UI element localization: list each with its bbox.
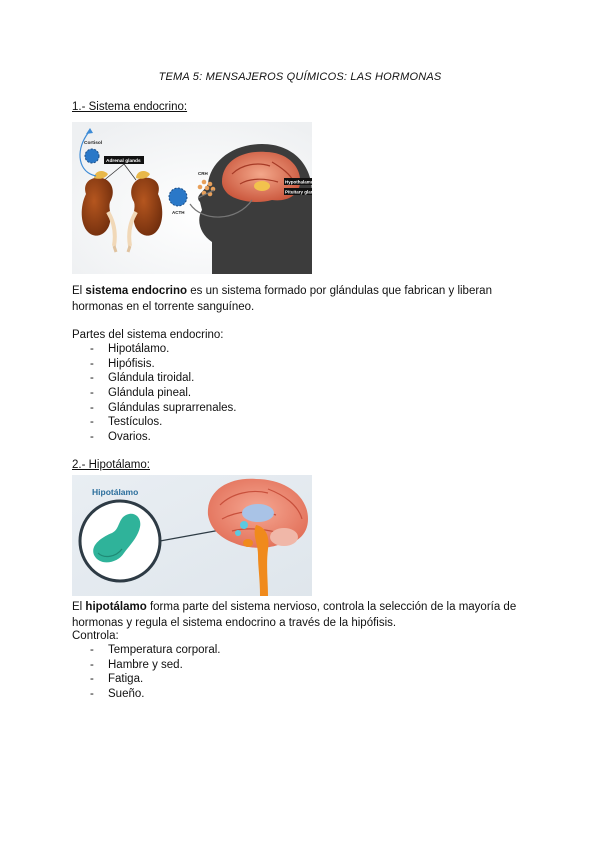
list-item: - Temperatura corporal. [72, 643, 221, 658]
parts-label: Partes del sistema endocrino: [72, 329, 224, 341]
page-title: TEMA 5: MENSAJEROS QUÍMICOS: LAS HORMONAS [158, 71, 442, 83]
hypothalamus-label: Hypothalamus [285, 179, 317, 185]
left-kidney [82, 178, 113, 236]
list-item: - Sueño. [72, 687, 221, 702]
endocrine-system-figure [72, 122, 317, 274]
list-item: - Hipotálamo. [72, 342, 237, 357]
right-kidney [131, 178, 162, 236]
controls-label: Controla: [72, 630, 119, 642]
list-item: - Glándula tiroidal. [72, 371, 237, 386]
hypothalamus-figure-label: Hipotálamo [92, 487, 139, 497]
hypothalamus-figure [72, 475, 312, 596]
crh-label: CRH [198, 171, 208, 176]
acth-label: ACTH [172, 210, 185, 215]
list-item: - Testículos. [72, 415, 237, 430]
section-2-intro: El hipotálamo forma parte del sistema nervioso, controla la selección de la mayoría de hormonas y regula el sistema endocrino a través de la hipófisis. [72, 601, 517, 629]
endocrine-system-term: sistema endocrino [85, 285, 188, 297]
adrenal-label: Adrenal glands [106, 159, 141, 164]
endocrine-parts-list [72, 342, 237, 445]
pituitary-label: Pituitary gland [285, 189, 317, 195]
cortisol-label: Cortisol [84, 141, 103, 146]
list-item: - Hipófisis. [72, 357, 237, 372]
section-1-heading: 1.- Sistema endocrino: [72, 101, 188, 113]
hypothalamus-term: hipotálamo [85, 601, 147, 613]
section-1-intro: El sistema endocrino es un sistema formado por glándulas que fabrican y liberan hormonas en el torrente sanguíneo. [72, 285, 492, 313]
list-item: - Ovarios. [72, 430, 237, 445]
list-item: - Hambre y sed. [72, 658, 221, 673]
list-item: - Glándula pineal. [72, 386, 237, 401]
list-item: - Glándulas suprarrenales. [72, 401, 237, 416]
controls-list [72, 643, 221, 702]
section-2-heading: 2.- Hipotálamo: [72, 459, 150, 471]
list-item: - Fatiga. [72, 672, 221, 687]
